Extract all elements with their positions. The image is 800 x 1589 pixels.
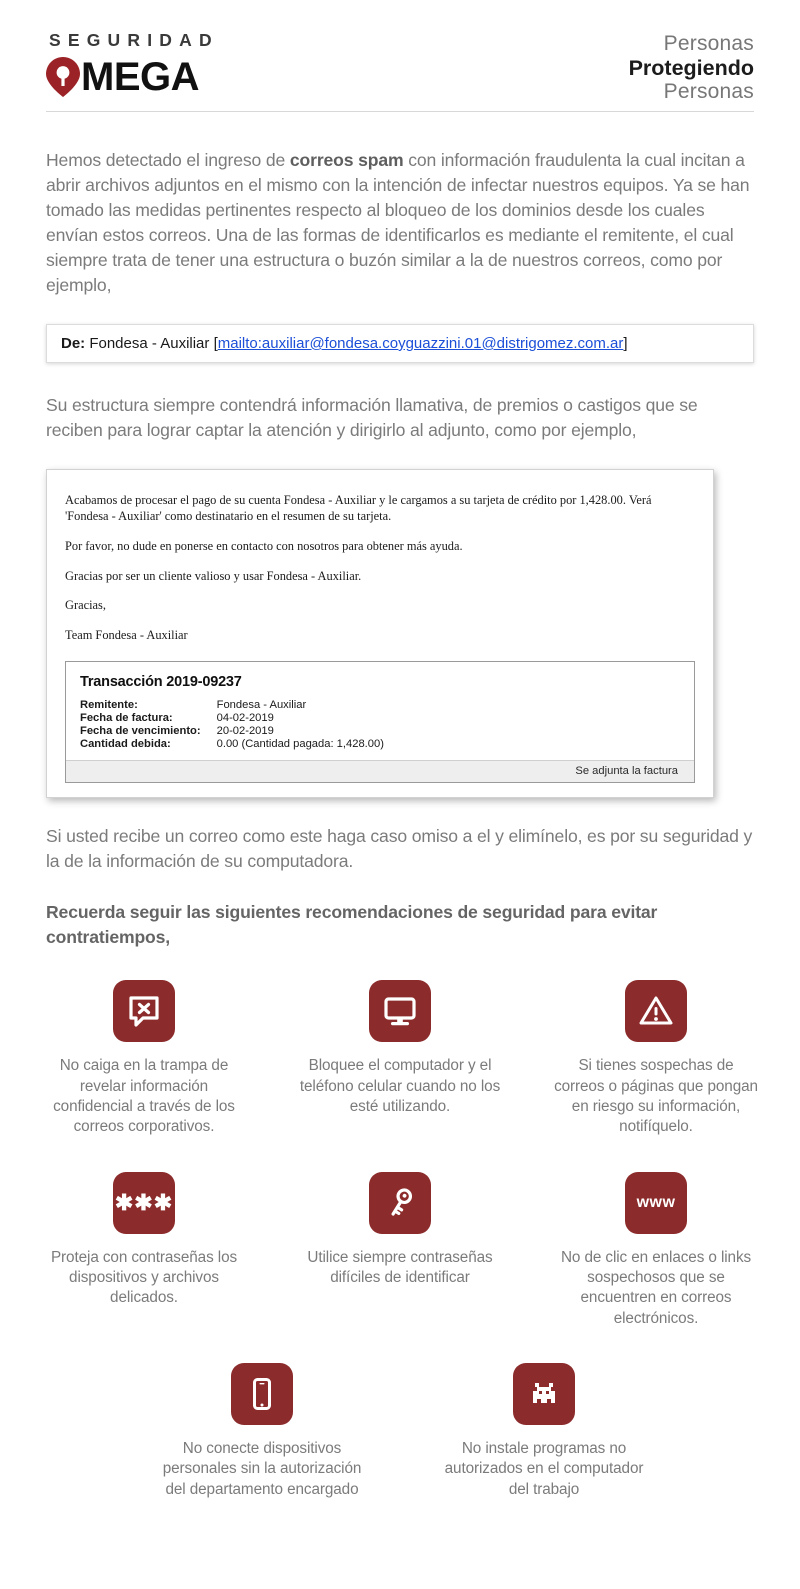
tip-card-no-links — [552, 1172, 760, 1329]
monitor-icon — [369, 980, 431, 1042]
location-pin-icon — [46, 57, 80, 97]
transaction-card — [65, 661, 695, 783]
warning-triangle-icon — [625, 980, 687, 1042]
mailto-link[interactable]: mailto:auxiliar@fondesa.coyguazzini.01@distrigomez.com.ar — [217, 334, 624, 352]
intro-paragraph — [46, 148, 754, 298]
tip-card-no-personal-devices — [158, 1363, 366, 1500]
transaction-key: Remitente: — [80, 699, 138, 712]
transaction-key: Fecha de vencimiento: — [80, 725, 201, 738]
de-bracket-open: [ — [213, 334, 218, 352]
recommendations-heading: Recuerda seguir las siguientes recomendaciones de seguridad para evitar contratiempos, — [46, 902, 658, 948]
advice-paragraph: Si usted recibe un correo como este haga caso omiso a el y elimínelo, es por su seguridad y la de la información de su computadora. — [46, 826, 753, 872]
key-icon — [369, 1172, 431, 1234]
tip-card-no-unauthorized-software — [440, 1363, 648, 1500]
tip-card-report-suspicion — [552, 980, 760, 1137]
brand-tagline — [629, 28, 754, 103]
de-label: De: — [61, 334, 86, 352]
table-row — [80, 699, 384, 712]
smartphone-icon — [231, 1363, 293, 1425]
transaction-title: Transacción 2019-09237 — [80, 674, 242, 691]
attachment-note: Se adjunta la factura — [66, 760, 694, 782]
recommendations-row-1 — [40, 980, 760, 1137]
transaction-value: Fondesa - Auxiliar — [216, 699, 307, 712]
intro-text-after: con información fraudulenta la cual incitan a abrir archivos adjuntos en el mismo con la intención de infectar nuestros equipos. Ya se han tomado las medidas pertinentes respecto al bloqueo de los dominios desde los cuales envían estos correos. Una de las formas de identificarlos es mediante el remitente, el cual siempre trata de tener una estructura o buzón similar a la de nuestros correos, como por ejemplo, — [46, 150, 750, 295]
main-content — [0, 148, 800, 950]
spam-email-screenshot — [46, 469, 714, 799]
table-row — [80, 712, 384, 725]
tip-card-lock-devices — [296, 980, 504, 1137]
structure-paragraph: Su estructura siempre contendrá información llamativa, de premios o castigos que se reciben para lograr captar la atención y dirigirlo al adjunto, como por ejemplo, — [46, 394, 698, 440]
transaction-key: Fecha de factura: — [80, 712, 173, 725]
recommendations-row-2 — [40, 1172, 760, 1329]
tip-caption: No de clic en enlaces o links sospechosos que se encuentren en correos electrónicos. — [560, 1248, 752, 1327]
asterisks-icon — [113, 1172, 175, 1234]
asterisks-glyph: ✱✱✱ — [114, 1189, 174, 1215]
tagline-line-3: Personas — [663, 79, 754, 103]
email-sender-box — [46, 324, 754, 363]
www-glyph: www — [636, 1193, 676, 1211]
transaction-value: 04-02-2019 — [216, 712, 274, 725]
space-invader-virus-icon — [513, 1363, 575, 1425]
email-body-text — [65, 492, 695, 644]
email-paragraph-1: Acabamos de procesar el pago de su cuenta Fondesa - Auxiliar y le cargamos a su tarjeta de crédito por 1,428.00. Verá 'Fondesa - Auxiliar' como destinatario en el resumen de su tarjeta. — [65, 492, 652, 524]
intro-text-before: Hemos detectado el ingreso de — [46, 150, 290, 170]
tip-caption: No conecte dispositivos personales sin la autorización del departamento encargado — [162, 1440, 362, 1498]
email-paragraph-3: Gracias por ser un cliente valioso y usar Fondesa - Auxiliar. — [65, 568, 362, 583]
www-icon — [625, 1172, 687, 1234]
tip-card-phishing — [40, 980, 248, 1137]
table-row — [80, 725, 384, 738]
recommendations-row-3 — [40, 1363, 760, 1500]
tip-caption: Utilice siempre contraseñas difíciles de identificar — [307, 1248, 493, 1286]
tagline-line-1: Personas — [663, 32, 754, 55]
tip-caption: Bloquee el computador y el teléfono celular cuando no los esté utilizando. — [299, 1057, 501, 1115]
tip-card-strong-passwords — [296, 1172, 504, 1329]
logo-mega-text: MEGA — [81, 54, 199, 99]
header-divider — [46, 111, 754, 112]
transaction-value: 20-02-2019 — [216, 725, 274, 738]
tip-caption: Proteja con contraseñas los dispositivos y archivos delicados. — [50, 1248, 238, 1307]
transaction-table — [80, 699, 384, 751]
table-row — [80, 738, 384, 751]
tip-caption: No instale programas no autorizados en el computador del trabajo — [444, 1440, 644, 1498]
transaction-key: Cantidad debida: — [80, 738, 171, 751]
tip-card-password-protect — [40, 1172, 248, 1329]
page-header — [0, 0, 800, 122]
email-paragraph-2: Por favor, no dude en ponerse en contacto con nosotros para obtener más ayuda. — [65, 538, 463, 553]
chat-bubble-x-icon — [113, 980, 175, 1042]
email-signature-2: Team Fondesa - Auxiliar — [65, 627, 188, 642]
tip-caption: No caiga en la trampa de revelar información confidencial a través de los correos corporativos. — [53, 1057, 235, 1136]
brand-logo — [46, 28, 219, 97]
recommendations-grid — [0, 980, 800, 1500]
transaction-value: 0.00 (Cantidad pagada: 1,428.00) — [216, 738, 384, 751]
logo-seguridad-text: SEGURIDAD — [49, 30, 219, 50]
intro-text-bold: correos spam — [289, 150, 404, 170]
tagline-line-2: Protegiendo — [628, 55, 754, 80]
de-sender-name: Fondesa - Auxiliar — [85, 334, 214, 352]
tip-caption: Si tienes sospechas de correos o páginas que pongan en riesgo su información, notifíquelo. — [554, 1057, 758, 1136]
de-bracket-close: ] — [623, 334, 628, 352]
email-signature-1: Gracias, — [65, 598, 106, 613]
